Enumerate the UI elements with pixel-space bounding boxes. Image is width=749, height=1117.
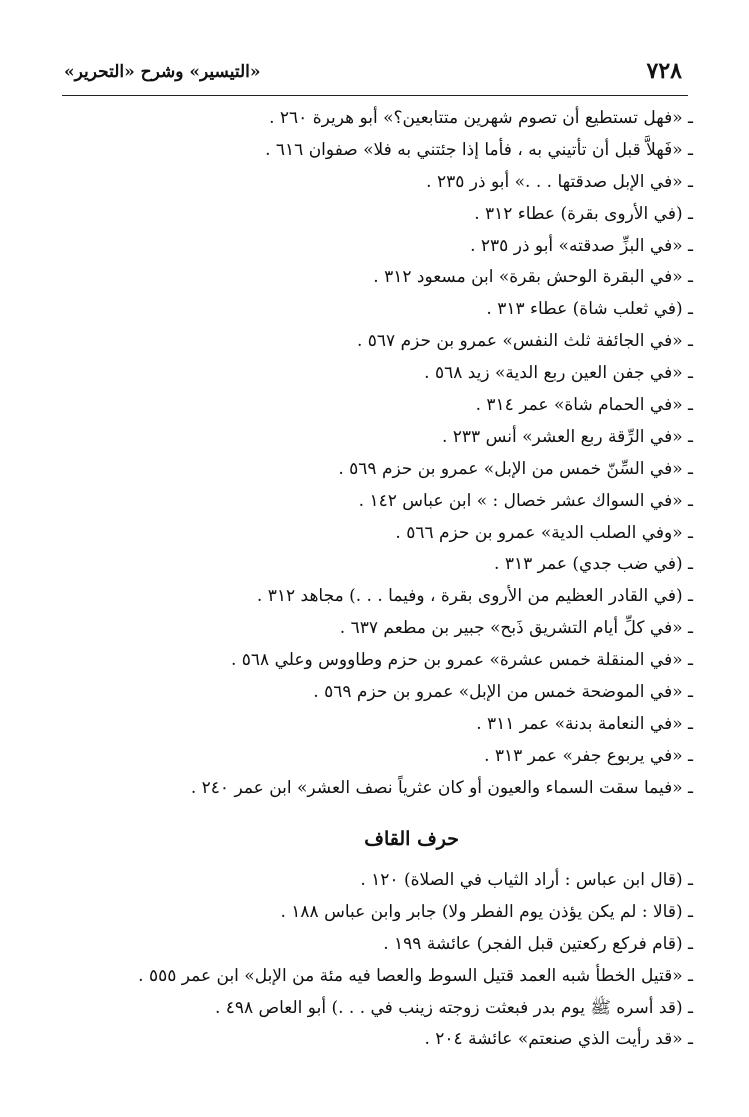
index-entry: ـ «في البقرة الوحش بقرة» ابن مسعود ٣١٢ . xyxy=(373,267,693,288)
index-entry: ـ «في المنقلة خمس عشرة» عمرو بن حزم وطاووس وعلي ٥٦٨ . xyxy=(230,650,693,671)
index-entry: ـ «في السواك عشر خصال : » ابن عباس ١٤٢ . xyxy=(358,490,693,511)
index-entry: ـ (قد أسره ﷺ يوم بدر فبعثت زوجته زينب في . . .) أبو العاص ٤٩٨ . xyxy=(214,997,693,1018)
index-entry: ـ (قام فركع ركعتين قبل الفجر) عائشة ١٩٩ . xyxy=(383,933,693,954)
section-heading: حرف القاف xyxy=(364,828,459,850)
index-entry: ـ (في ضب جدي) عمر ٣١٣ . xyxy=(494,554,693,575)
hadith-index-list xyxy=(53,103,693,805)
index-entry: ـ (في الأروى بقرة) عطاء ٣١٢ . xyxy=(474,203,693,224)
index-entry: ـ «في يربوع جفر» عمر ٣١٣ . xyxy=(484,745,693,766)
index-entry: ـ «قتيل الخطأ شبه العمد قتيل السوط والعصا فيه مئة من الإبل» ابن عمر ٥٥٥ . xyxy=(138,965,693,986)
index-entry: ـ «في الحمام شاة» عمر ٣١٤ . xyxy=(475,395,693,416)
index-entry: ـ (في ثعلب شاة) عطاء ٣١٣ . xyxy=(486,299,693,320)
index-entry: ـ (في القادر العظيم من الأروى بقرة ، وفيما . . .) مجاهد ٣١٢ . xyxy=(256,586,693,607)
index-entry: ـ «في الإبل صدقتها . . .» أبو ذر ٢٣٥ . xyxy=(426,171,693,192)
index-entry: ـ «في الجائفة ثلث النفس» عمرو بن حزم ٥٦٧ . xyxy=(356,331,693,352)
index-entry: ـ «وفي الصلب الدية» عمرو بن حزم ٥٦٦ . xyxy=(395,522,693,543)
index-entry: ـ «في البزِّ صدقته» أبو ذر ٢٣٥ . xyxy=(470,235,693,256)
running-title: «التيسير» وشرح «التحرير» xyxy=(64,62,261,82)
header-divider xyxy=(62,95,688,96)
page-header xyxy=(62,56,688,94)
index-entry: ـ «قد رأيت الذي صنعتم» عائشة ٢٠٤ . xyxy=(424,1029,693,1050)
index-entry: ـ «في الموضحة خمس من الإبل» عمرو بن حزم ٥٦٩ . xyxy=(313,682,693,703)
qaf-index-list xyxy=(53,865,693,1056)
index-entry: ـ «فيما سقت السماء والعيون أو كان عثرياً نصف العشر» ابن عمر ٢٤٠ . xyxy=(190,777,693,798)
index-entry: ـ «في جفن العين ربع الدية» زيد ٥٦٨ . xyxy=(424,363,693,384)
index-entry: ـ «فهل تستطيع أن تصوم شهرين متتابعين؟» أبو هريرة ٢٦٠ . xyxy=(269,108,693,128)
index-entry: ـ «في النعامة بدنة» عمر ٣١١ . xyxy=(476,713,693,734)
page-number: ٧٢٨ xyxy=(646,58,682,84)
index-entry: ـ «في السِّنّ خمس من الإبل» عمرو بن حزم ٥٦٩ . xyxy=(338,458,693,479)
index-entry: ـ «فَهلاَّ قبل أن تأتيني به ، فأما إذا جئتني به فلا» صفوان ٦١٦ . xyxy=(265,139,693,160)
index-entry: ـ (قال ابن عباس : أراد الثياب في الصلاة) ١٢٠ . xyxy=(360,870,693,890)
index-entry: ـ (قالا : لم يكن يؤذن يوم الفطر ولا) جابر وابن عباس ١٨٨ . xyxy=(280,901,693,922)
index-entry: ـ «في الرِّقة ربع العشر» أنس ٢٣٣ . xyxy=(441,426,693,447)
index-entry: ـ «في كلِّ أيام التشريق ذَبح» جبير بن مطعم ٦٣٧ . xyxy=(339,618,693,639)
